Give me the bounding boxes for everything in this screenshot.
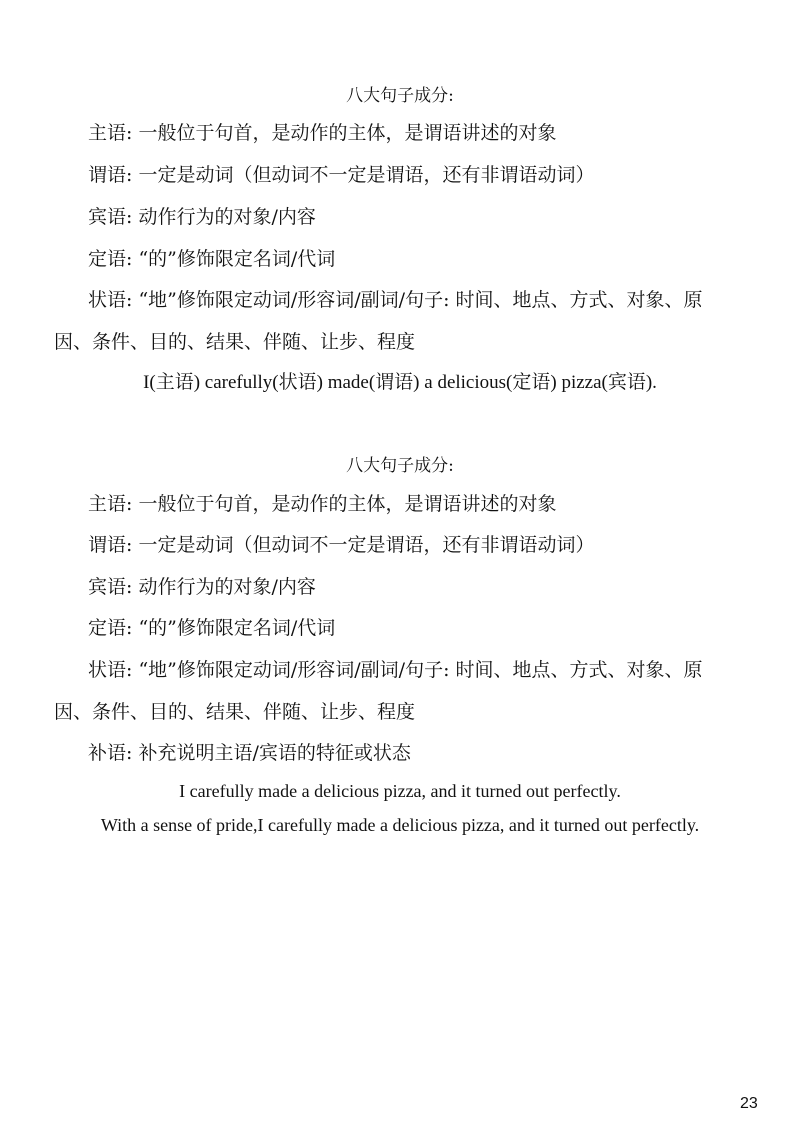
subject-definition: 主语: 一般位于句首，是动作的主体，是谓语讲述的对象 (88, 122, 557, 144)
object-definition: 宾语: 动作行为的对象/内容 (88, 576, 316, 598)
section-1-title: 八大句子成分: (346, 86, 454, 106)
object-definition: 宾语: 动作行为的对象/内容 (88, 206, 316, 228)
predicate-definition: 谓语: 一定是动词（但动词不一定是谓语，还有非谓语动词） (88, 164, 595, 186)
section-2-title: 八大句子成分: (346, 456, 454, 476)
example-sentence-2: With a sense of pride,I carefully made a delicious pizza, and it turned out perfectly. (100, 815, 700, 835)
adverbial-definition: 状语: “地”修饰限定动词/形容词/副词/句子: 时间、地点、方式、对象、原 (88, 659, 703, 681)
subject-definition: 主语: 一般位于句首，是动作的主体，是谓语讲述的对象 (88, 493, 557, 515)
attribute-definition: 定语: “的”修饰限定名词/代词 (88, 617, 336, 639)
adverbial-definition: 状语: “地”修饰限定动词/形容词/副词/句子: 时间、地点、方式、对象、原 (88, 289, 703, 311)
attribute-definition: 定语: “的”修饰限定名词/代词 (88, 248, 336, 270)
example-sentence-annotated: I(主语) carefully(状语) made(谓语) a delicious(定语) pizza(宾语). (143, 372, 657, 393)
adverbial-definition-continued: 因、条件、目的、结果、伴随、让步、程度 (54, 331, 416, 353)
adverbial-definition-continued: 因、条件、目的、结果、伴随、让步、程度 (54, 701, 416, 723)
example-sentence-1: I carefully made a delicious pizza, and it turned out perfectly. (179, 781, 621, 801)
page-number: 23 (740, 1095, 758, 1112)
predicate-definition: 谓语: 一定是动词（但动词不一定是谓语，还有非谓语动词） (88, 534, 595, 556)
complement-definition: 补语: 补充说明主语/宾语的特征或状态 (88, 742, 411, 764)
